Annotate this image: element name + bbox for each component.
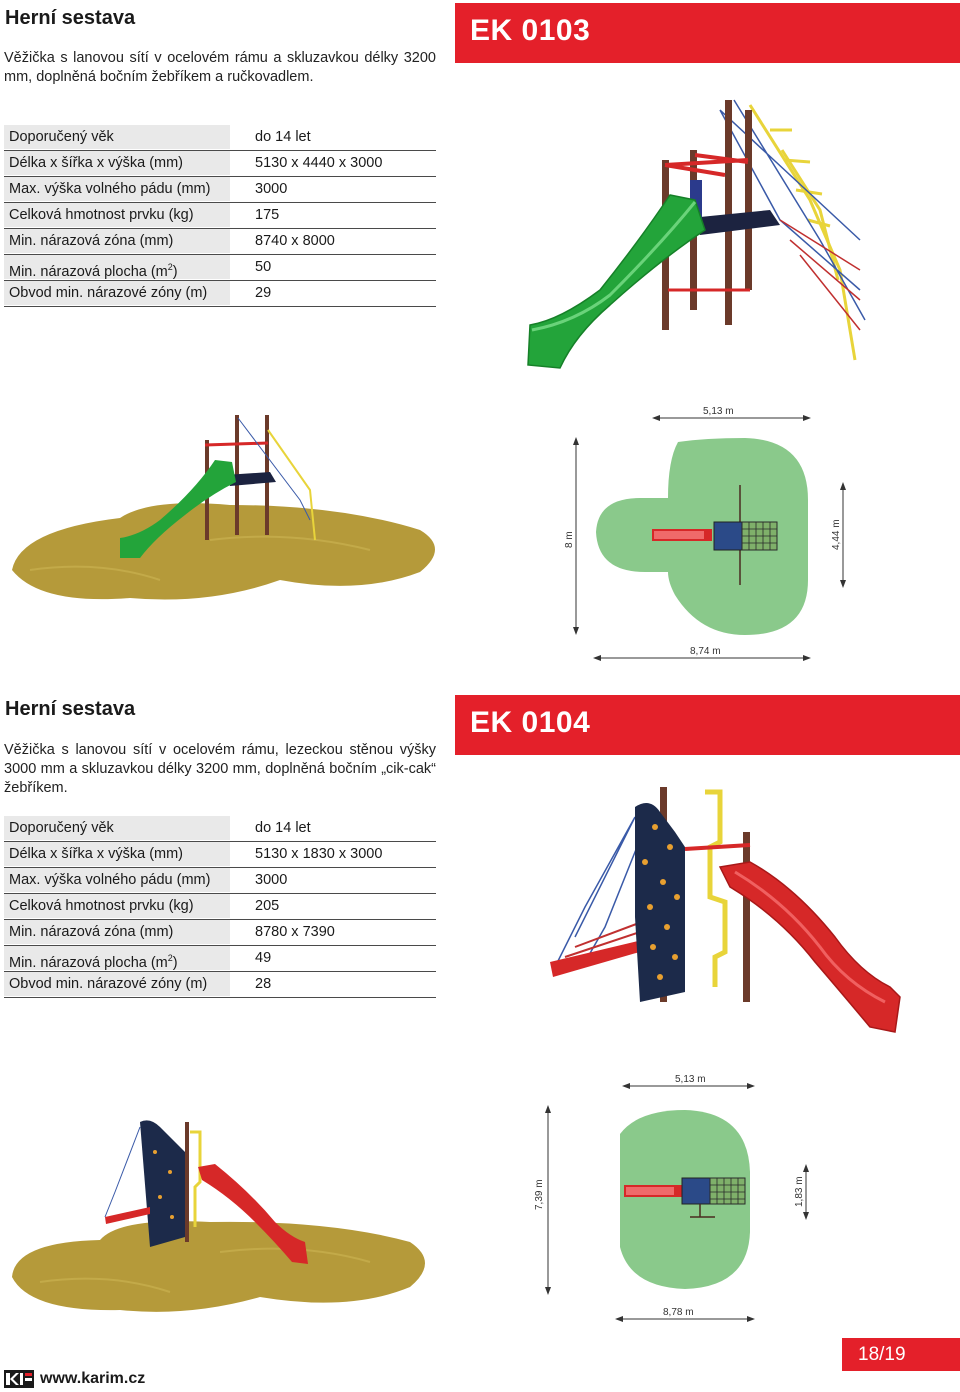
spec-label: Obvod min. nárazové zóny (m): [4, 281, 230, 305]
spec-value: do 14 let: [255, 820, 311, 836]
spec-value: 49: [255, 950, 272, 966]
spec-label: Délka x šířka x výška (mm): [4, 842, 230, 866]
product-code-banner: [455, 695, 960, 755]
plan-dim-left: 8 m: [564, 531, 575, 548]
spec-row: [4, 151, 436, 177]
spec-row: [4, 177, 436, 203]
spec-label-after: ): [172, 954, 178, 971]
plan-dim-right: 1,83 m: [794, 1176, 805, 1207]
plan-dim-top: 5,13 m: [703, 406, 734, 417]
spec-value: 28: [255, 976, 272, 992]
spec-label: Min. nárazová zóna (mm): [4, 920, 230, 944]
spec-row: [4, 255, 436, 281]
spec-row: [4, 972, 436, 998]
spec-label-sup: 2: [167, 953, 173, 963]
plan-dim-top: 5,13 m: [675, 1074, 706, 1085]
product-code: EK 0104: [470, 706, 591, 739]
spec-value: 8780 x 7390: [255, 924, 335, 940]
plan-dim-bottom: 8,78 m: [663, 1307, 694, 1318]
footer-url-link[interactable]: www.karim.cz: [40, 1370, 146, 1387]
spec-value: 3000: [255, 872, 288, 888]
spec-value: 175: [255, 207, 280, 223]
spec-row: [4, 894, 436, 920]
spec-label: Doporučený věk: [4, 816, 230, 840]
spec-row: [4, 842, 436, 868]
spec-row: [4, 816, 436, 842]
spec-value: 5130 x 1830 x 3000: [255, 846, 383, 862]
plan-dim-left: 7,39 m: [534, 1179, 545, 1210]
product-section-ek0104: [0, 692, 960, 1342]
product-code-banner: [455, 3, 960, 63]
spec-label-after: ): [172, 263, 178, 280]
product-render-sand: [10, 410, 440, 610]
spec-table: [4, 816, 436, 998]
spec-label: Celková hmotnost prvku (kg): [4, 894, 230, 918]
safety-zone-plan: [520, 1072, 820, 1332]
spec-value: 29: [255, 285, 272, 301]
karim-logo-icon: [4, 1370, 34, 1388]
spec-value: 5130 x 4440 x 3000: [255, 155, 383, 171]
spec-value: 205: [255, 898, 280, 914]
plan-dim-bottom: 8,74 m: [690, 646, 721, 657]
spec-label: Doporučený věk: [4, 125, 230, 149]
product-render-large: [545, 787, 915, 1057]
product-section-ek0103: [0, 0, 960, 690]
spec-row: [4, 281, 436, 307]
spec-label-text: Min. nárazová plocha (m: [9, 263, 168, 280]
page-number-badge: [842, 1338, 960, 1371]
spec-row: [4, 125, 436, 151]
spec-label: [4, 255, 230, 279]
spec-value: 3000: [255, 181, 288, 197]
spec-value: do 14 let: [255, 129, 311, 145]
product-description: Věžička s lanovou sítí v ocelovém rámu a skluzavkou délky 3200 mm, doplněná bočním žebříkem a ručkovadlem.: [4, 50, 436, 85]
spec-value: 50: [255, 259, 272, 275]
spec-label-sup: 2: [167, 262, 173, 272]
page-number: 18/19: [858, 1344, 906, 1365]
plan-dim-right: 4,44 m: [831, 519, 842, 550]
spec-row: [4, 229, 436, 255]
spec-row: [4, 203, 436, 229]
spec-row: [4, 946, 436, 972]
spec-label-text: Min. nárazová plocha (m: [9, 954, 168, 971]
spec-label: Celková hmotnost prvku (kg): [4, 203, 230, 227]
product-heading: Herní sestava: [5, 7, 136, 29]
spec-label: Délka x šířka x výška (mm): [4, 151, 230, 175]
spec-value: 8740 x 8000: [255, 233, 335, 249]
spec-row: [4, 920, 436, 946]
spec-label: Max. výška volného pádu (mm): [4, 868, 230, 892]
spec-label: Min. nárazová zóna (mm): [4, 229, 230, 253]
product-code: EK 0103: [470, 14, 591, 47]
product-render-sand: [10, 1112, 430, 1322]
product-description: Věžička s lanovou sítí v ocelovém rámu, lezeckou stěnou výšky 3000 mm a skluzavkou délky 3200 mm, doplněná bočním „cik-cak“ žebříkem.: [4, 742, 436, 796]
safety-zone-plan: [560, 400, 860, 665]
spec-label: Max. výška volného pádu (mm): [4, 177, 230, 201]
product-heading: Herní sestava: [5, 698, 136, 720]
spec-label: [4, 946, 230, 970]
spec-label: Obvod min. nárazové zóny (m): [4, 972, 230, 996]
spec-table: [4, 125, 436, 307]
spec-row: [4, 868, 436, 894]
product-render-large: [520, 90, 880, 380]
